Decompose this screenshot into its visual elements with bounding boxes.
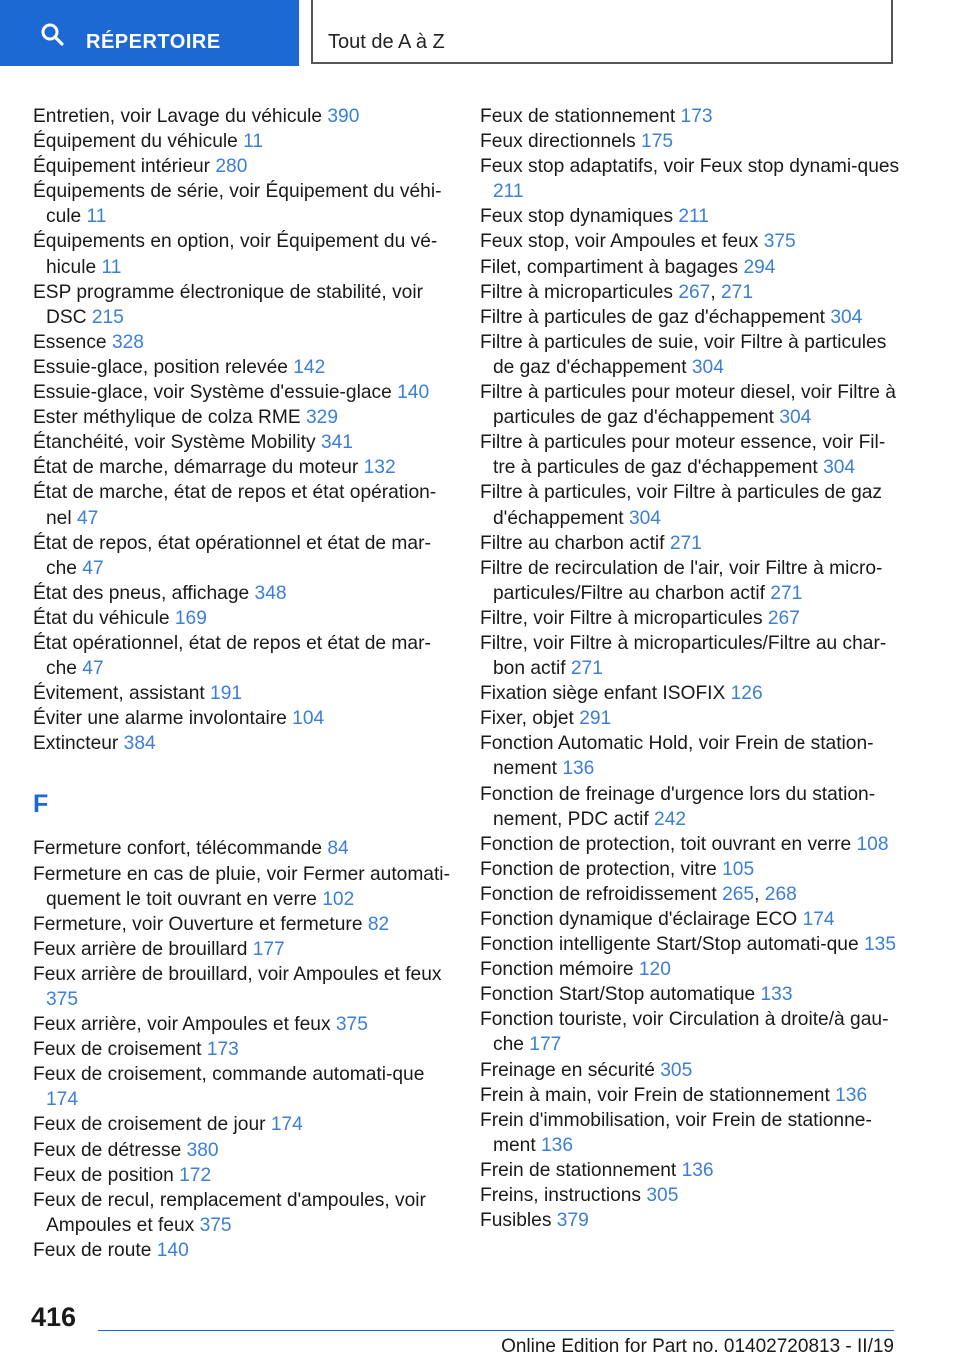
page-reference-link[interactable]: 304 <box>823 457 856 479</box>
index-entry <box>33 1112 458 1137</box>
index-entry-text: Fonction de protection, vitre <box>480 858 723 880</box>
page-reference-link[interactable]: 191 <box>210 683 243 705</box>
index-entry <box>480 782 900 832</box>
page-reference-link[interactable]: 120 <box>638 959 671 981</box>
index-entry-text: Équipement intérieur <box>33 156 216 178</box>
index-entry-text: Frein à main, voir Frein de stationnement <box>480 1084 836 1106</box>
index-entry-text: Feux arrière, voir Ampoules et feux <box>33 1014 336 1036</box>
index-entry-text: Entretien, voir Lavage du véhicule <box>33 106 328 127</box>
page-reference-link[interactable]: 242 <box>654 808 687 830</box>
index-entry <box>33 862 458 912</box>
index-entry-text: Feux stop dynamiques <box>480 206 679 228</box>
page-reference-link[interactable]: 104 <box>292 708 325 730</box>
index-entry: Filtre à microparticules 267, 271 <box>480 281 754 303</box>
index-entry-text: Essuie-glace, position relevée <box>33 356 294 378</box>
index-entry-text: Filtre à particules pour moteur essence, voir Fil‐tre à particules de gaz d'échappement <box>480 432 886 479</box>
index-entry <box>480 731 900 781</box>
page-reference-link[interactable]: 174 <box>46 1089 79 1111</box>
index-entry <box>33 681 458 706</box>
page-reference-link[interactable]: 11 <box>243 131 264 153</box>
page-reference-link[interactable]: 390 <box>327 106 360 127</box>
index-entry-text: Fermeture, voir Ouverture et fermeture <box>33 913 368 935</box>
index-entry-text: Feux de croisement, commande automati‐que <box>33 1064 425 1086</box>
index-entry <box>33 1188 458 1238</box>
index-entry <box>33 531 458 581</box>
index-entry-text: Éviter une alarme involontaire <box>33 708 293 730</box>
index-entry-text: Feux directionnels <box>480 131 642 153</box>
page-reference-link[interactable]: 265 <box>722 883 755 905</box>
search-icon <box>40 22 64 46</box>
index-entry-text: Fonction de protection, toit ouvrant en verre <box>480 833 857 855</box>
index-entry <box>33 1238 458 1263</box>
index-entry-text: Fusibles <box>480 1210 557 1232</box>
index-entry <box>33 1012 458 1037</box>
page-reference-link[interactable]: 140 <box>397 382 430 404</box>
footer-edition <box>501 1334 894 1360</box>
index-entry-text: Feux de recul, remplacement d'ampoules, voir Ampoules et feux <box>33 1189 426 1236</box>
page-reference-link[interactable]: 102 <box>322 888 355 910</box>
index-entry <box>480 907 900 932</box>
page-reference-link[interactable]: 136 <box>541 1134 574 1156</box>
index-entry-text: Essuie-glace, voir Système d'essuie-glace <box>33 382 398 404</box>
index-entry-text: Équipements en option, voir Équipement du vé‐hicule <box>33 231 438 278</box>
index-entry <box>33 731 458 756</box>
page-reference-link[interactable]: 215 <box>91 306 124 328</box>
index-entry <box>480 129 900 154</box>
index-entry-text: Extincteur <box>33 733 124 755</box>
index-entry <box>480 1158 900 1183</box>
page-reference-link[interactable]: 294 <box>743 256 776 278</box>
index-entry-text: Filtre au charbon actif <box>480 532 670 554</box>
index-entry-text: État de repos, état opérationnel et état de mar‐che <box>33 532 431 579</box>
index-entry <box>33 280 458 330</box>
index-entry-text: État du véhicule <box>33 607 175 629</box>
index-entry <box>480 154 900 204</box>
index-entry-text: Filet, compartiment à bagages <box>480 256 744 278</box>
index-entry-text: Fonction dynamique d'éclairage ECO <box>480 909 803 930</box>
page-reference-link[interactable]: 47 <box>82 557 104 579</box>
index-entry-text: Feux stop, voir Ampoules et feux <box>480 231 764 253</box>
index-entry <box>480 556 900 606</box>
index-entry-text: Feux de position <box>33 1164 180 1186</box>
index-entry <box>480 305 900 330</box>
page-reference-link[interactable]: 304 <box>830 306 863 328</box>
index-entry <box>33 430 458 455</box>
index-entry <box>480 430 900 480</box>
page-reference-link[interactable]: 271 <box>669 532 702 554</box>
index-entry-text: Fonction de refroidissement <box>480 883 723 905</box>
index-entry <box>480 1183 900 1208</box>
page-reference-link[interactable]: 280 <box>215 156 248 178</box>
index-entry-text: Filtre à particules, voir Filtre à particules de gaz d'échappement <box>480 482 883 529</box>
index-entry <box>33 129 458 154</box>
page-reference-link[interactable]: 268 <box>764 883 797 905</box>
index-entry-text: Feux de stationnement <box>480 106 681 127</box>
index-entry <box>33 631 458 681</box>
index-entry <box>33 455 458 480</box>
page-reference-link[interactable]: 304 <box>691 356 724 378</box>
index-entry-text: État de marche, état de repos et état opération‐nel <box>33 482 437 529</box>
page-reference-link[interactable]: 173 <box>680 106 713 127</box>
page-reference-link[interactable]: 305 <box>646 1185 679 1207</box>
page-reference-link[interactable]: 304 <box>628 507 661 529</box>
page-reference-link[interactable]: 380 <box>186 1139 219 1161</box>
page-reference-link[interactable]: 305 <box>660 1059 693 1081</box>
index-entry-text: Filtre, voir Filtre à microparticules/Filtre au char‐bon actif <box>480 632 887 680</box>
index-entry <box>480 631 900 681</box>
page-reference-link[interactable]: 375 <box>335 1014 368 1036</box>
index-entry <box>33 581 458 606</box>
index-entry <box>480 255 900 280</box>
index-entry <box>480 330 900 380</box>
index-entry-text: Filtre à microparticules <box>480 281 679 303</box>
page-reference-link[interactable]: 175 <box>641 131 674 153</box>
index-entry <box>33 480 458 530</box>
index-entry-text: Freins, instructions <box>480 1185 647 1207</box>
index-entry <box>480 1083 900 1108</box>
page-reference-link[interactable]: 136 <box>835 1084 868 1106</box>
page-reference-link[interactable]: 108 <box>856 833 889 855</box>
index-entry-text: Feux de croisement de jour <box>33 1114 271 1136</box>
page-reference-link[interactable]: 341 <box>320 432 353 454</box>
index-entry-text: Filtre à particules de suie, voir Filtre à particules de gaz d'échappement <box>480 331 887 378</box>
index-entry <box>480 832 900 857</box>
index-entry-text: Freinage en sécurité <box>480 1059 661 1081</box>
tab-repertoire[interactable] <box>0 0 299 66</box>
index-entry-text: Filtre, voir Filtre à microparticules <box>480 607 768 629</box>
index-entry-text: Fonction intelligente Start/Stop automati‐que <box>480 934 864 956</box>
page-reference-link[interactable]: 375 <box>46 989 79 1010</box>
index-entry <box>480 957 900 982</box>
tab-tout-de-a-a-z[interactable] <box>311 0 893 64</box>
letter-heading: F <box>33 790 49 819</box>
index-entry <box>480 1058 900 1083</box>
page-reference-link[interactable]: 47 <box>76 507 99 529</box>
index-entry-text: Équipements de série, voir Équipement du véhi‐cule <box>33 181 442 228</box>
page-reference-link[interactable]: 174 <box>802 909 835 930</box>
index-entry-text: Fonction touriste, voir Circulation à droite/à gau‐che <box>480 1009 889 1056</box>
index-entry-text: Ester méthylique de colza RME <box>33 407 307 429</box>
index-entry <box>33 1037 458 1062</box>
index-entry <box>33 937 458 962</box>
page-reference-link[interactable]: 169 <box>174 607 207 629</box>
index-entry-text: Filtre à particules pour moteur diesel, voir Filtre à particules de gaz d'échappement <box>480 382 896 429</box>
index-entry-text: Feux de route <box>33 1239 157 1261</box>
index-entry <box>480 104 900 129</box>
index-entry-text: Frein de stationnement <box>480 1159 682 1181</box>
index-entry-text: Feux stop adaptatifs, voir Feux stop dynami‐ques <box>480 156 900 178</box>
index-entry-text: État de marche, démarrage du moteur <box>33 457 364 479</box>
index-entry <box>480 681 900 706</box>
index-entry <box>33 154 458 179</box>
page-reference-link[interactable]: 211 <box>493 181 524 203</box>
index-entry <box>33 962 458 1012</box>
index-entry <box>33 1062 458 1112</box>
index-entry-text: Équipement du véhicule <box>33 131 244 153</box>
index-entry-text: Fonction Start/Stop automatique <box>480 984 761 1006</box>
index-entry <box>33 330 458 355</box>
page-reference-link[interactable]: 304 <box>779 407 812 429</box>
index-entry <box>33 229 458 279</box>
page-reference-link[interactable]: 84 <box>327 838 349 860</box>
page-reference-link[interactable]: 132 <box>363 457 396 479</box>
tab-title: Tout de A à Z <box>328 31 445 53</box>
index-entry <box>480 229 900 254</box>
page-number: 416 <box>31 1302 77 1332</box>
page-reference-link[interactable]: 291 <box>579 708 612 730</box>
page-reference-link[interactable]: 267 <box>767 607 800 629</box>
page-reference-link[interactable]: 211 <box>678 206 709 228</box>
index-entry <box>33 706 458 731</box>
page-reference-link[interactable]: 177 <box>529 1034 562 1056</box>
page-reference-link[interactable]: 172 <box>179 1164 212 1186</box>
index-entry <box>480 706 900 731</box>
index-entry <box>480 380 900 430</box>
tab-repertoire-label: RÉPERTOIRE <box>86 31 221 53</box>
index-entry-text: Fermeture confort, télécommande <box>33 838 328 860</box>
index-entry-text: Feux de croisement <box>33 1039 207 1061</box>
index-entry <box>480 1007 900 1057</box>
index-entry-text: Fixation siège enfant ISOFIX <box>480 683 731 705</box>
index-entry <box>480 531 900 556</box>
index-entry <box>33 179 458 229</box>
index-entry-text: Filtre de recirculation de l'air, voir Filtre à micro‐particules/Filtre au charbon actif <box>480 557 883 604</box>
footer-divider <box>98 1330 894 1331</box>
page-reference-link[interactable]: 271 <box>721 281 754 303</box>
page-reference-link[interactable]: 375 <box>763 231 796 253</box>
page-reference-link[interactable]: 271 <box>770 582 803 604</box>
index-entry-text: Feux arrière de brouillard, voir Ampoules et feux <box>33 963 442 985</box>
index-entry <box>33 1138 458 1163</box>
index-entry <box>480 606 900 631</box>
index-entry <box>33 606 458 631</box>
page-reference-link[interactable]: 375 <box>199 1214 232 1236</box>
page-reference-link[interactable]: 11 <box>101 256 122 278</box>
page-reference-link[interactable]: 177 <box>252 938 285 960</box>
index-entry-text: Fermeture en cas de pluie, voir Fermer automati‐quement le toit ouvrant en verre <box>33 863 450 910</box>
index-entry <box>33 405 458 430</box>
page-reference-link[interactable]: 105 <box>722 858 755 880</box>
page-reference-link[interactable]: 82 <box>367 913 390 935</box>
index-entry <box>480 1208 900 1233</box>
page-reference-link[interactable]: 142 <box>293 356 326 378</box>
page-reference-link[interactable]: 136 <box>681 1159 714 1181</box>
index-entry <box>480 932 900 957</box>
index-entry-text: ESP programme électronique de stabilité, voir DSC <box>33 281 423 328</box>
index-entry <box>33 355 458 380</box>
page-reference-link[interactable]: 328 <box>111 331 144 353</box>
index-entry-text: Fonction Automatic Hold, voir Frein de station‐nement <box>480 733 874 780</box>
index-column-left <box>33 104 458 1263</box>
page-reference-link[interactable]: 126 <box>730 683 763 705</box>
index-entry-text: Fonction de freinage d'urgence lors du station‐nement, PDC actif <box>480 783 876 830</box>
page-reference-link[interactable]: 11 <box>86 206 107 228</box>
index-entry-text: Frein d'immobilisation, voir Frein de stationne‐ment <box>480 1109 872 1156</box>
index-entry-text: Essence <box>33 331 112 353</box>
page-reference-link[interactable]: 47 <box>82 658 104 680</box>
page-reference-link[interactable]: 133 <box>760 984 793 1006</box>
index-entry-text: Feux de détresse <box>33 1139 187 1161</box>
index-entry <box>480 857 900 882</box>
page-reference-link[interactable]: 140 <box>156 1239 189 1261</box>
index-entry <box>480 480 900 530</box>
page-reference-link[interactable]: 329 <box>306 407 339 429</box>
index-entry <box>480 204 900 229</box>
index-entry-text: Étanchéité, voir Système Mobility <box>33 432 321 454</box>
index-entry-text: Fonction mémoire <box>480 959 639 981</box>
page-reference-link[interactable]: 173 <box>206 1039 239 1061</box>
footer-edition-text: Online Edition for Part no. 01402720813 - II/19 <box>501 1336 894 1357</box>
index-entry <box>480 982 900 1007</box>
index-entry-text: Filtre à particules de gaz d'échappement <box>480 306 831 328</box>
index-entry-text: Évitement, assistant <box>33 683 211 705</box>
page-reference-link[interactable]: 271 <box>570 658 603 680</box>
header <box>0 0 960 66</box>
page-reference-link[interactable]: 174 <box>270 1114 303 1136</box>
index-column-right <box>480 104 900 1233</box>
page-reference-link[interactable]: 267 <box>678 281 711 303</box>
page-reference-link[interactable]: 384 <box>123 733 156 755</box>
index-entry-text: Fixer, objet <box>480 708 580 730</box>
page-reference-link[interactable]: 135 <box>863 934 896 956</box>
index-entry <box>33 380 458 405</box>
page-reference-link[interactable]: 136 <box>562 758 595 780</box>
index-entry <box>33 912 458 937</box>
index-entry-text: Feux arrière de brouillard <box>33 938 253 960</box>
index-entry <box>33 1163 458 1188</box>
page-reference-link[interactable]: 379 <box>556 1210 589 1232</box>
page-reference-link[interactable]: 348 <box>254 582 287 604</box>
index-entry: Fonction de refroidissement 265, 268 <box>480 883 797 905</box>
index-entry-text: État opérationnel, état de repos et état de mar‐che <box>33 632 431 680</box>
index-entry <box>33 836 458 861</box>
index-entry <box>33 104 458 129</box>
index-entry <box>480 1108 900 1158</box>
index-entry-text: État des pneus, affichage <box>33 582 255 604</box>
